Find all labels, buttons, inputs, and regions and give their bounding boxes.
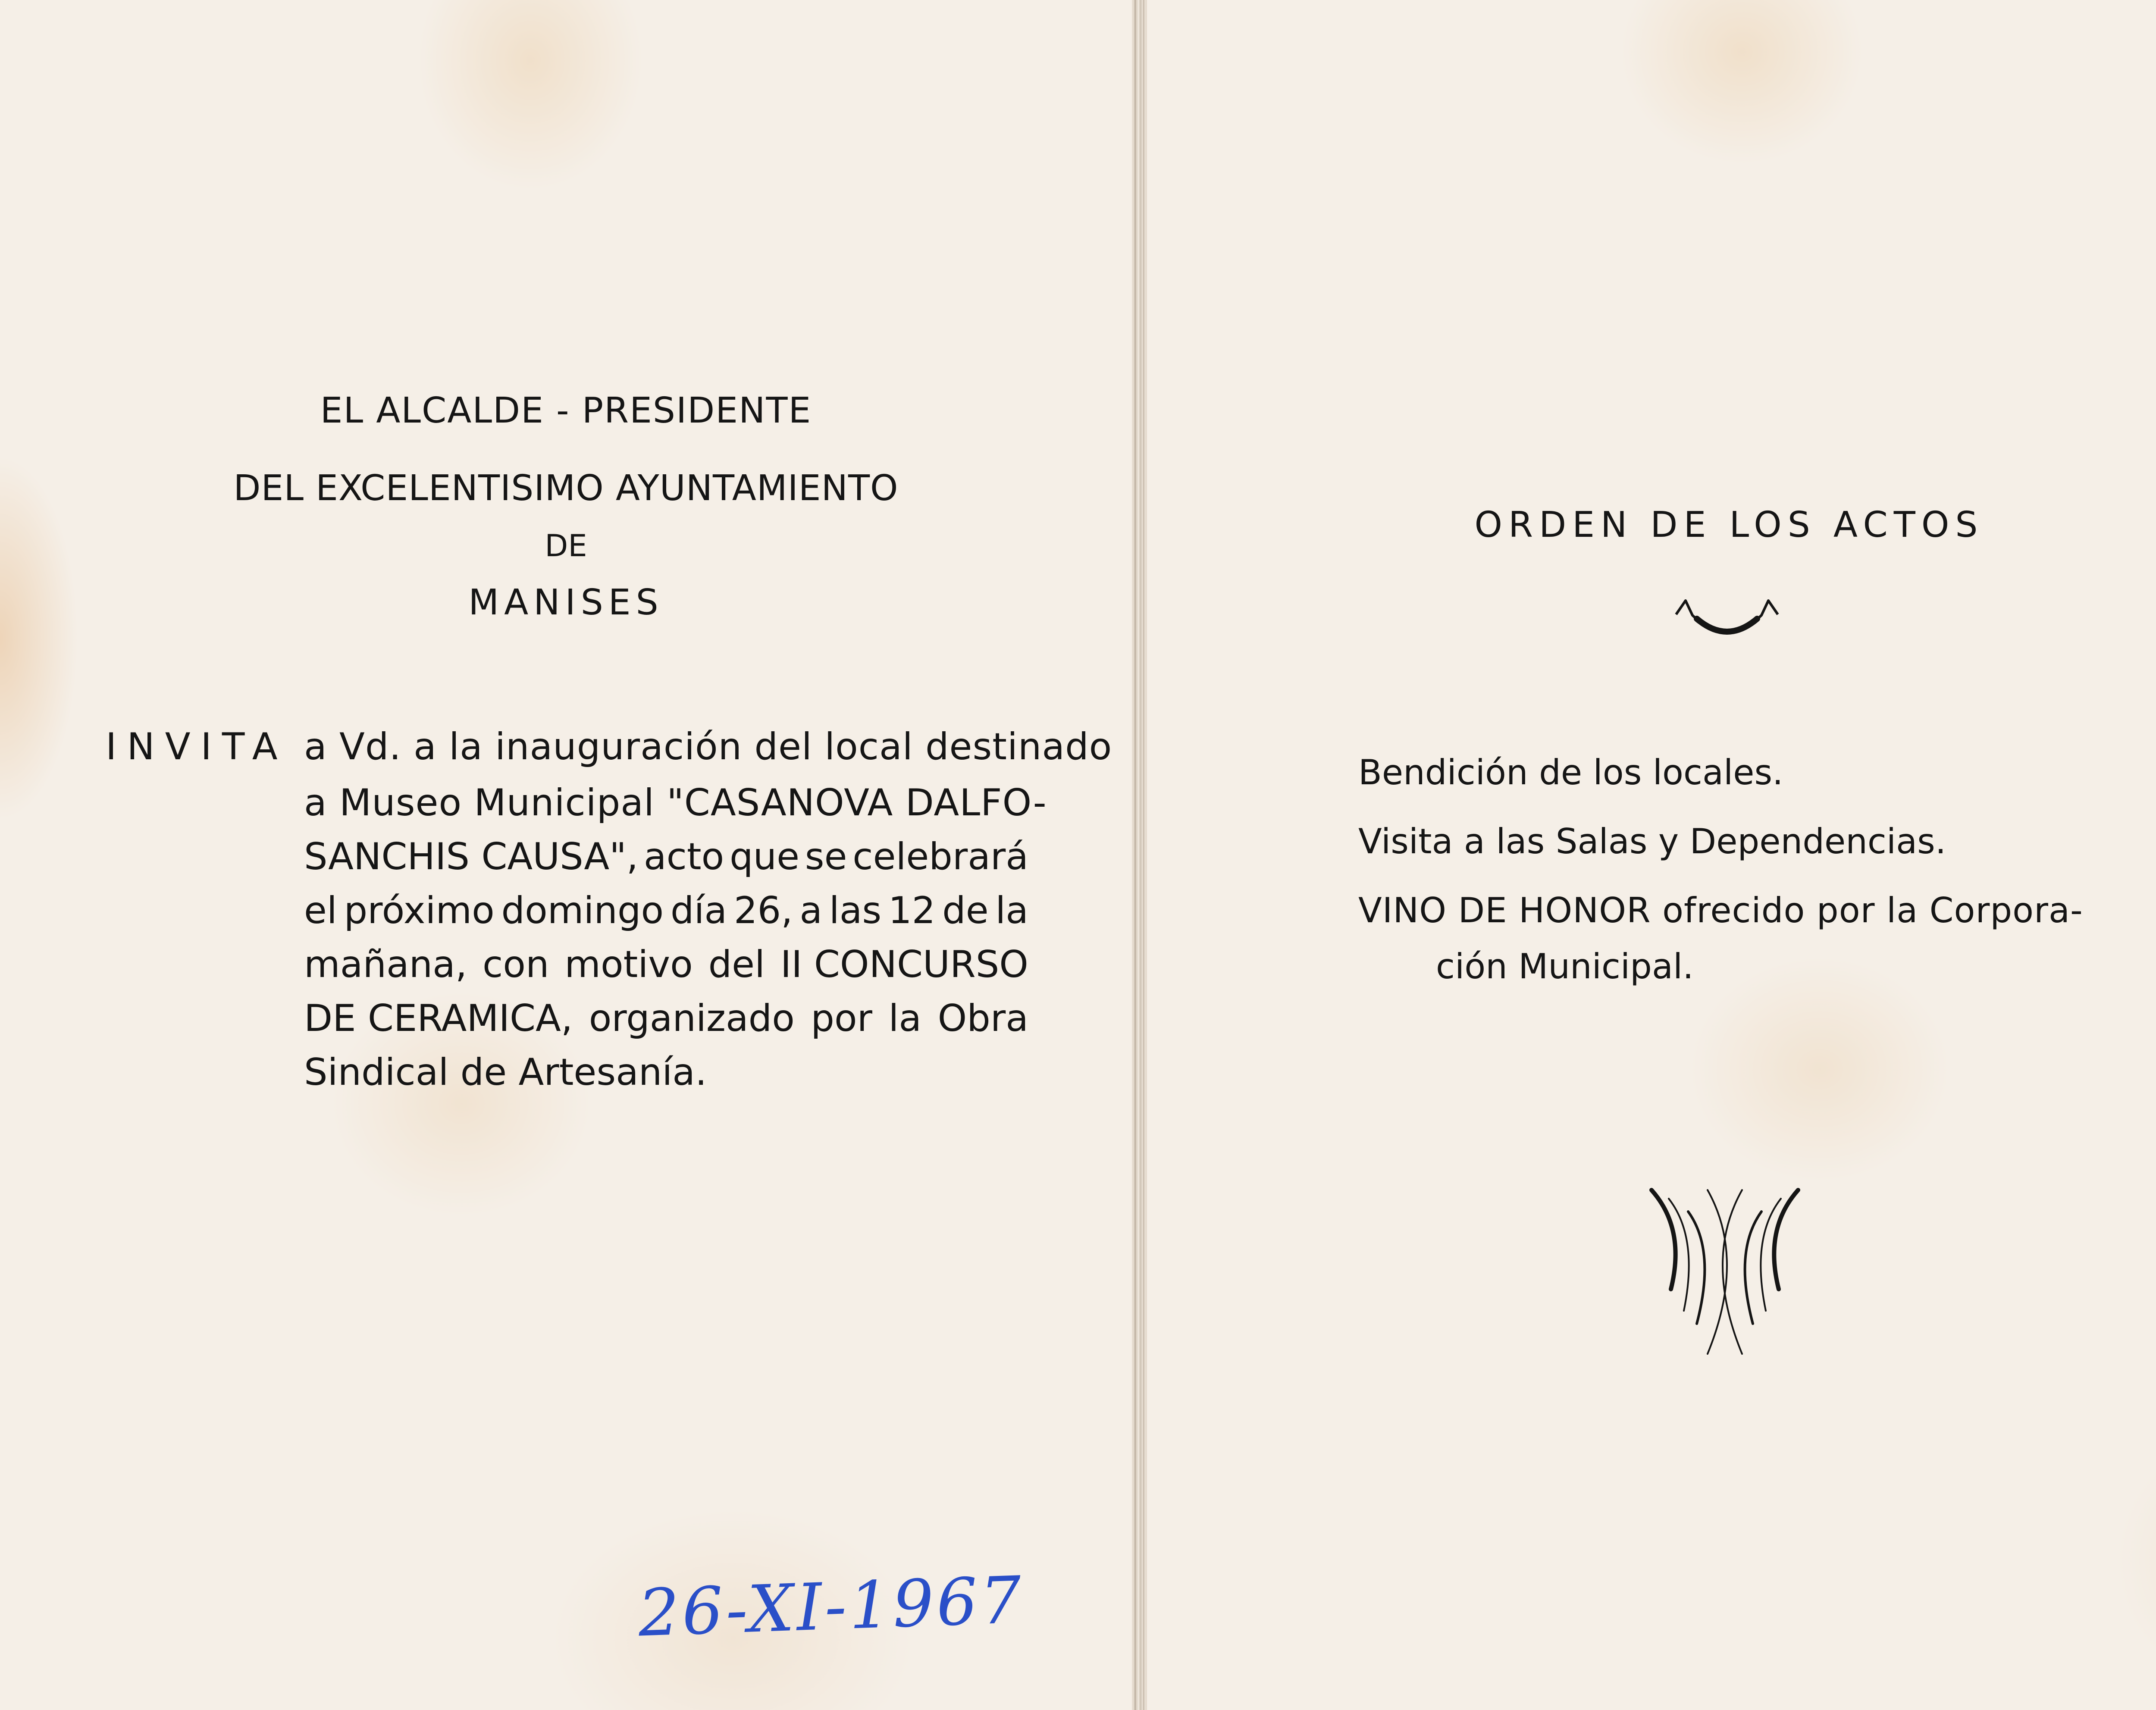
body-word: a Vd. a la inauguración del local destinado	[304, 725, 1112, 768]
page-gutter	[1132, 0, 1147, 1710]
body-word: a	[799, 889, 823, 932]
body-word: de	[942, 889, 989, 932]
heading-line-1: EL ALCALDE - PRESIDENTE	[320, 390, 812, 431]
heading-line-4: MANISES	[468, 582, 664, 623]
body-line	[304, 938, 1028, 992]
body-word: organizado	[589, 997, 795, 1040]
body-word: Obra	[937, 997, 1028, 1040]
body-word: la	[888, 997, 922, 1040]
program-item-4: ción Municipal.	[1436, 946, 1694, 987]
body-word: se	[805, 835, 847, 878]
body-word: Sindical de Artesanía.	[304, 1051, 707, 1094]
body-line	[304, 1046, 1028, 1099]
body-word: del	[708, 943, 765, 986]
body-word: que	[729, 835, 799, 878]
body-word: DE CERAMICA,	[304, 997, 573, 1040]
body-word: SANCHIS CAUSA",	[304, 835, 639, 878]
body-word: día	[670, 889, 727, 932]
program-item-1: Bendición de los locales.	[1358, 752, 1783, 792]
body-word: II CONCURSO	[780, 943, 1028, 986]
body-word: mañana,	[304, 943, 467, 986]
body-word: el	[304, 889, 337, 932]
body-line	[304, 720, 1112, 774]
body-word: próximo	[344, 889, 495, 932]
program-item-3	[1358, 890, 2156, 930]
body-word: 26,	[733, 889, 793, 932]
program-item-3-text: VINO DE HONOR ofrecido por la Corpora-	[1358, 890, 2083, 930]
right-page	[1147, 0, 2156, 1710]
body-word: la	[995, 889, 1028, 932]
invita-word: INVITA	[106, 725, 288, 768]
body-word: con	[483, 943, 549, 986]
body-word: las	[829, 889, 882, 932]
body-word: por	[811, 997, 872, 1040]
body-word: motivo	[564, 943, 693, 986]
body-line	[304, 884, 1028, 938]
body-word: celebrará	[852, 835, 1028, 878]
program-item-2: Visita a las Salas y Dependencias.	[1358, 821, 1946, 861]
body-word: acto	[643, 835, 724, 878]
body-line	[304, 992, 1028, 1046]
program-title: ORDEN DE LOS ACTOS	[1474, 504, 1984, 545]
ornament-arcs-icon	[1647, 1173, 1802, 1358]
body-line	[304, 776, 1047, 830]
heading-line-2: DEL EXCELENTISIMO AYUNTAMIENTO	[233, 468, 899, 509]
smile-ornament-icon	[1671, 589, 1783, 649]
body-word: a Museo Municipal "CASANOVA DALFO-	[304, 781, 1047, 824]
body-line	[304, 830, 1028, 884]
body-word: 12	[888, 889, 936, 932]
heading-line-3: DE	[545, 528, 587, 564]
body-word: domingo	[501, 889, 664, 932]
handwritten-date: 26-XI-1967	[637, 1563, 1025, 1651]
